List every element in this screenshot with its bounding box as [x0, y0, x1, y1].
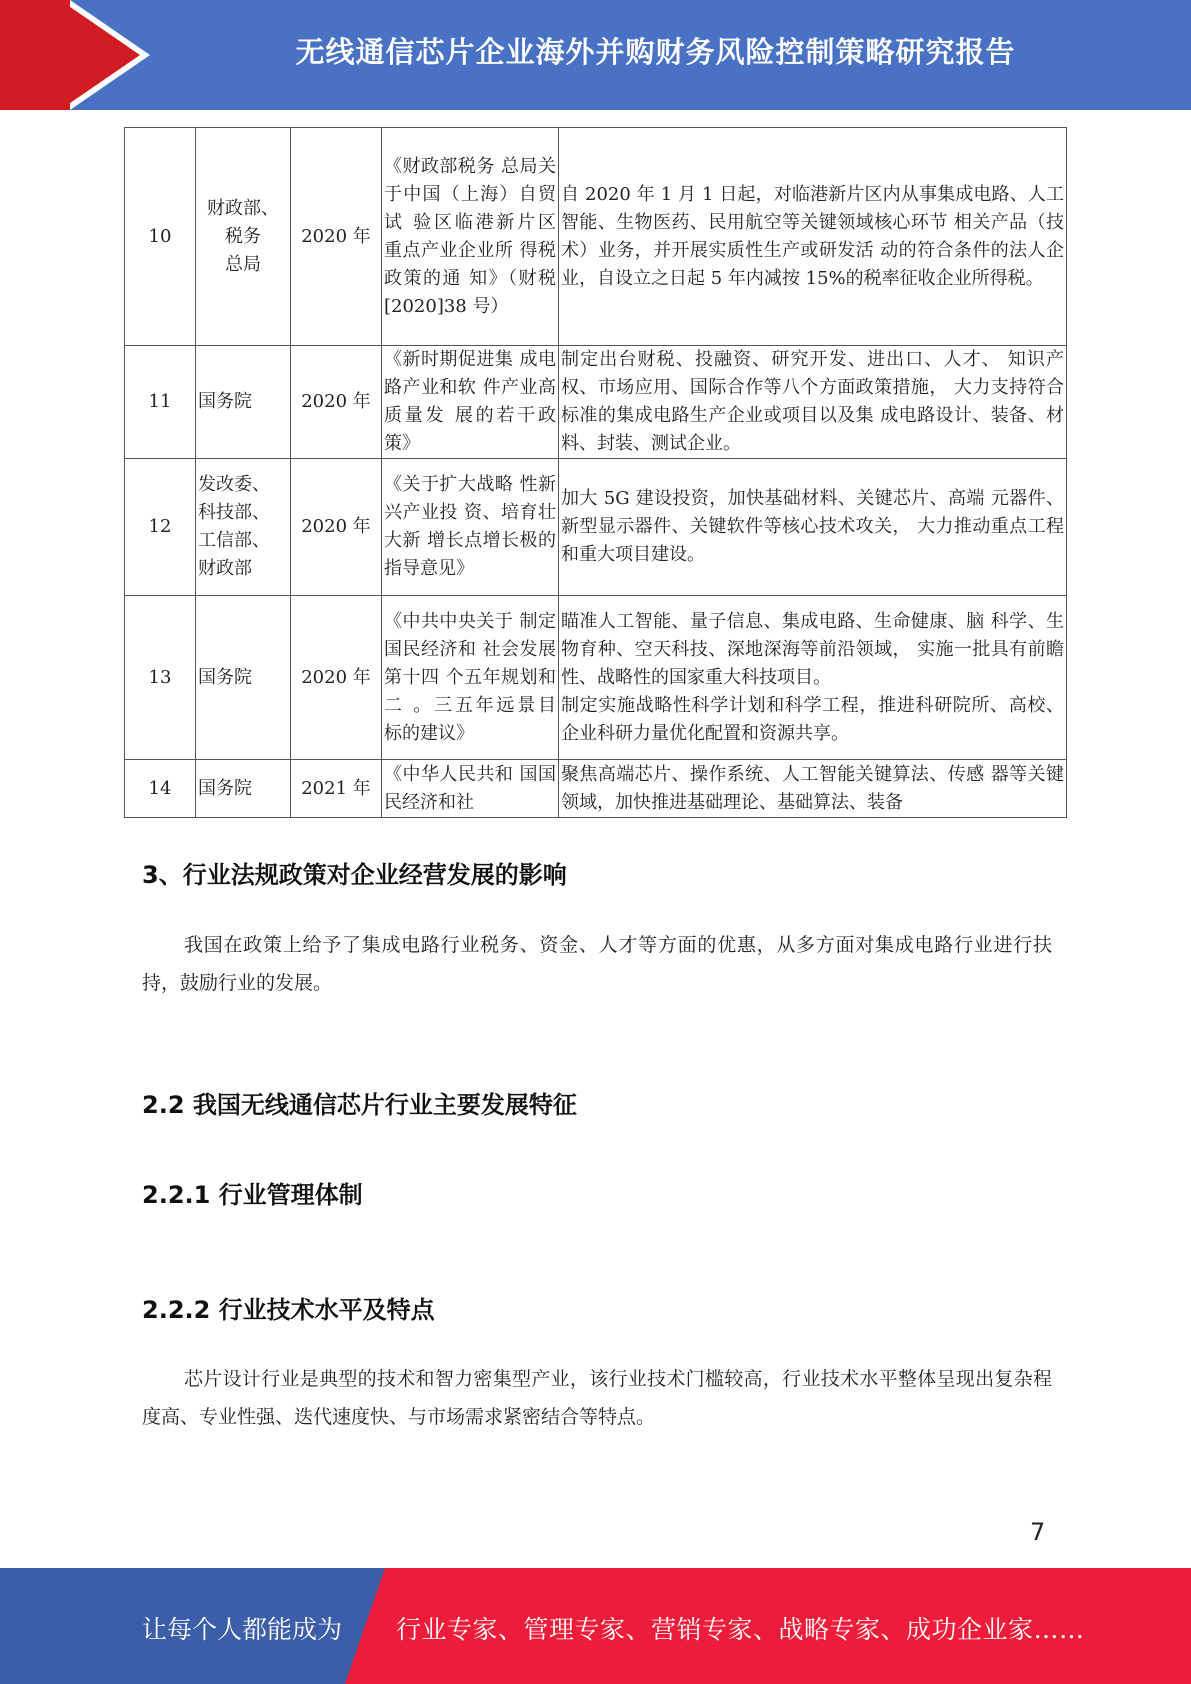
table-row: [125, 760, 1067, 818]
page-number: 7: [1030, 1518, 1046, 1546]
section-3-paragraph: 我国在政策上给予了集成电路行业税务、资金、人才等方面的优惠，从多方面对集成电路行业进行扶持，鼓励行业的发展。: [142, 934, 1052, 994]
row-number: 11: [125, 346, 196, 459]
policy-content: 聚焦高端芯片、操作系统、人工智能关键算法、传感 器等关键领域，加快推进基础理论、基础算法、装备: [559, 760, 1067, 818]
content-line-1: 瞄准人工智能、量子信息、集成电路、生命健康、脑 科学、生物育种、空天科技、深地深海等前沿领域， 实施一批具有前瞻性、战略性的国家重大科技项目。: [561, 610, 1064, 688]
policy-content: 制定出台财税、投融资、研究开发、进出口、人才、 知识产权、市场应用、国际合作等八个方面政策措施， 大力支持符合标准的集成电路生产企业或项目以及集 成电路设计、装备、材料、封装、测试企业。: [559, 346, 1067, 459]
section-2-2-heading: 2.2 我国无线通信芯片行业主要发展特征: [142, 1091, 577, 1119]
page-footer: [0, 1568, 1191, 1684]
footer-slogan-right: 行业专家、管理专家、营销专家、战略专家、成功企业家……: [396, 1615, 1085, 1644]
issue-year: 2020 年: [291, 128, 382, 346]
footer-slogan-left: 让每个人都能成为: [142, 1615, 343, 1644]
policy-table: [124, 127, 1067, 818]
report-title: 无线通信芯片企业海外并购财务风险控制策略研究报告: [295, 35, 1016, 69]
section-2-2-1-heading: 2.2.1 行业管理体制: [142, 1181, 363, 1209]
row-number: 10: [125, 128, 196, 346]
section-2-2-2-paragraph: 芯片设计行业是典型的技术和智力密集型产业，该行业技术门槛较高，行业技术水平整体呈现出复杂程度高、专业性强、迭代速度快、与市场需求紧密结合等特点。: [142, 1368, 1052, 1428]
footer-blue-slant: [345, 1568, 385, 1684]
section-2-2-2-heading: 2.2.2 行业技术水平及特点: [142, 1296, 435, 1324]
page-header: [0, 0, 1191, 110]
issuing-org: 国务院: [196, 346, 291, 459]
row-number: 14: [125, 760, 196, 818]
issuing-org: [196, 128, 291, 346]
header-red-chevron: [60, 0, 140, 110]
section-3-heading: 3、行业法规政策对企业经营发展的影响: [142, 861, 567, 889]
table-row: [125, 346, 1067, 459]
issue-year: 2020 年: [291, 596, 382, 760]
row-number: 13: [125, 596, 196, 760]
policy-document: 《中华人民共和 国国民经济和社: [382, 760, 559, 818]
org-line: 科技部、: [198, 502, 270, 523]
org-line: 发改委、: [198, 474, 270, 495]
org-line: 财政部: [198, 558, 252, 579]
issue-year: 2020 年: [291, 346, 382, 459]
policy-content: 自 2020 年 1 月 1 日起，对临港新片区内从事集成电路、人工智能、生物医药、民用航空等关键领域核心环节 相关产品（技术）业务，并开展实质性生产或研发活 动的符合条件的法人企业，自设立之日起 5 年内减按 15%的税率征收企业所得税。: [559, 128, 1067, 346]
table-row: [125, 128, 1067, 346]
issue-year: 2021 年: [291, 760, 382, 818]
org-line: 总局: [225, 253, 261, 275]
issue-year: 2020 年: [291, 459, 382, 596]
org-line: 工信部、: [198, 530, 270, 551]
policy-document: 《中共中央关于 制定国民经济和 社会发展第十四 个五年规划和二 。三五年远景目 标的建议》: [382, 596, 559, 760]
issuing-org: 国务院: [196, 760, 291, 818]
policy-document: 《关于扩大战略 性新兴产业投 资、培育壮大新 增长点增长极的 指导意见》: [382, 459, 559, 596]
issuing-org: [196, 459, 291, 596]
row-number: 12: [125, 459, 196, 596]
policy-document: 《财政部税务 总局关于中国（上海）自贸试 验区临港新片区 重点产业企业所 得税政策的通 知》（财税[2020]38 号）: [382, 128, 559, 346]
content-line-2: 制定实施战略性科学计划和科学工程，推进科研院所、高校、企业科研力量优化配置和资源共享。: [561, 694, 1064, 744]
policy-content: 加大 5G 建设投资，加快基础材料、关键芯片、高端 元器件、新型显示器件、关键软件等核心技术攻关， 大力推动重点工程和重大项目建设。: [559, 459, 1067, 596]
table-row: [125, 459, 1067, 596]
issuing-org: 国务院: [196, 596, 291, 760]
org-line: 财政部、: [207, 197, 279, 219]
policy-content: [559, 596, 1067, 760]
table-row: [125, 596, 1067, 760]
policy-document: 《新时期促进集 成电路产业和软 件产业高质量发 展的若干政策》: [382, 346, 559, 459]
org-line: 税务: [225, 225, 261, 247]
